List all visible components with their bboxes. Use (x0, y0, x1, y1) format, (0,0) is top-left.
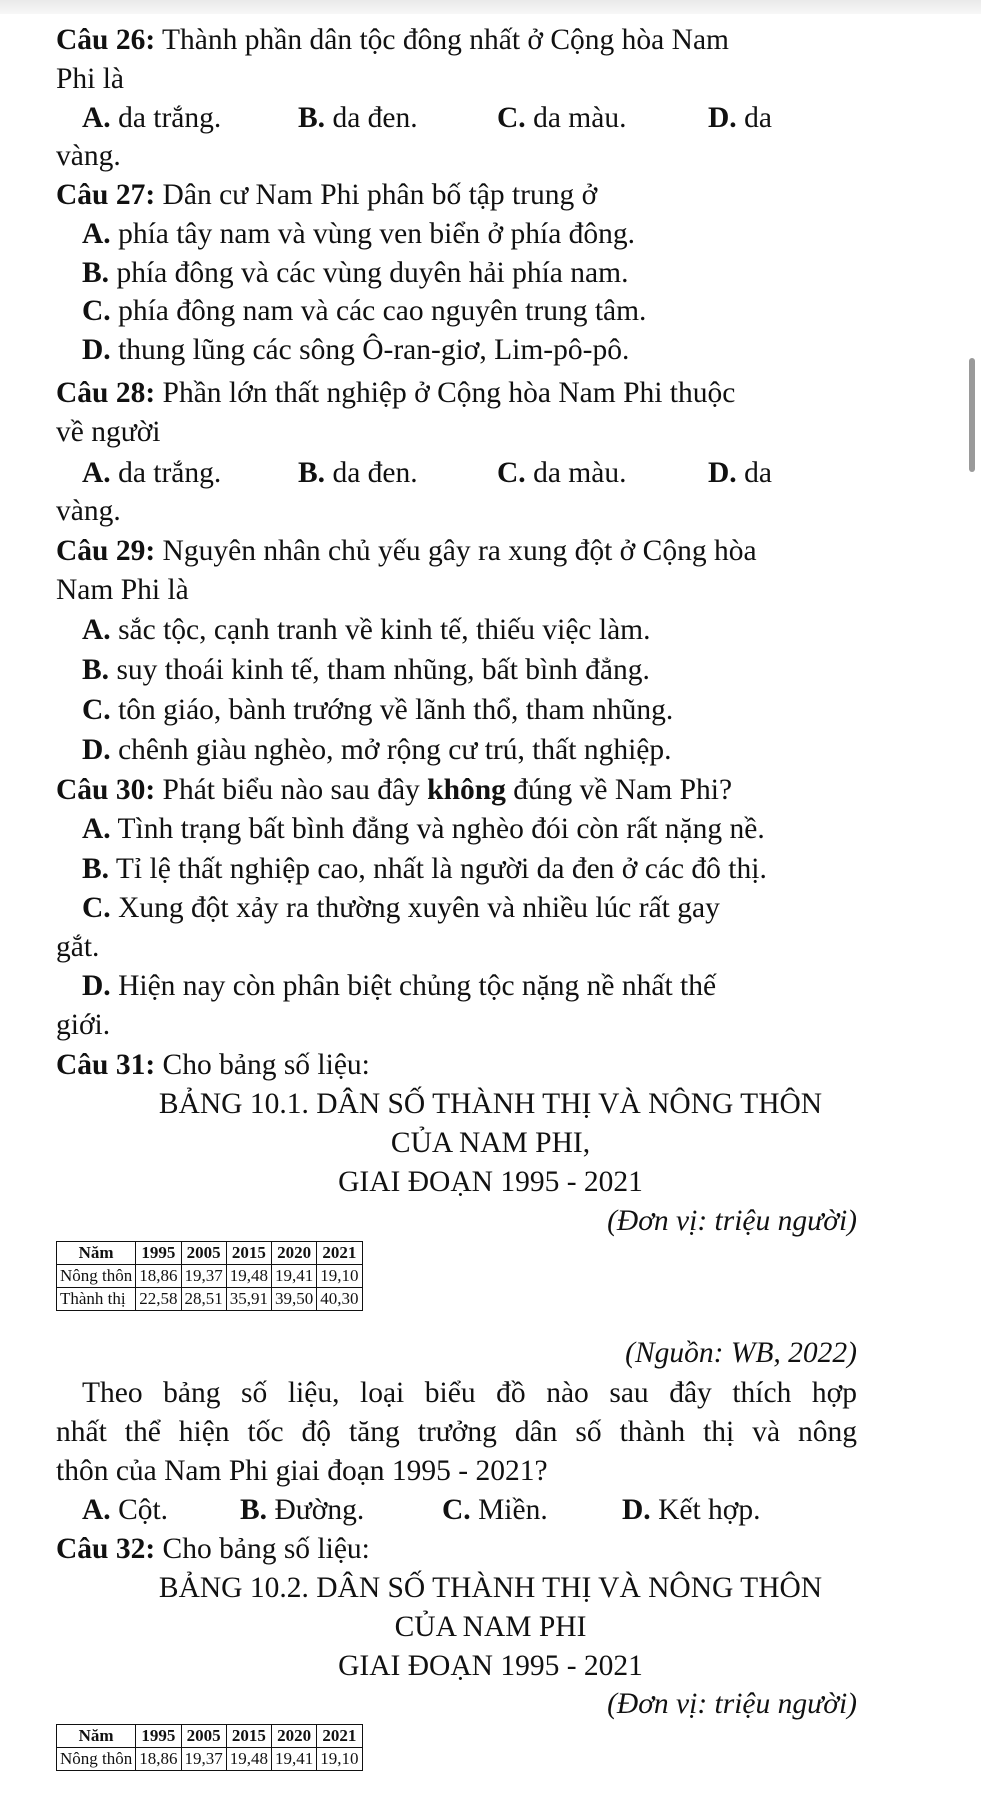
table-cell: 19,10 (317, 1748, 362, 1771)
q27-option-b[interactable]: B. phía đông và các vùng duyên hải phía nam. (82, 257, 629, 289)
q29-stem-cont: Nam Phi là (56, 574, 189, 606)
table-header-cell: Năm (57, 1242, 136, 1265)
q32-table-title-2: CỦA NAM PHI (394, 1611, 587, 1643)
table-header-cell: Năm (57, 1725, 136, 1748)
q26-option-a[interactable]: A. da trắng. (82, 102, 222, 134)
q31-stem: Câu 31: Cho bảng số liệu: (56, 1049, 370, 1081)
q32-stem: Câu 32: Cho bảng số liệu: (56, 1533, 370, 1565)
q31-option-c[interactable]: C. Miền. (442, 1494, 548, 1526)
table-cell: 19,48 (226, 1748, 271, 1771)
table-cell: 19,37 (181, 1748, 226, 1771)
table-header-cell: 1995 (136, 1725, 181, 1748)
q28-option-c[interactable]: C. da màu. (497, 457, 627, 489)
q31-option-d[interactable]: D. Kết hợp. (622, 1494, 761, 1526)
table-cell: 39,50 (272, 1288, 317, 1311)
table-row-label: Nông thôn (57, 1265, 136, 1288)
table-cell: 18,86 (136, 1748, 181, 1771)
q28-option-b[interactable]: B. da đen. (298, 457, 418, 489)
table-header-cell: 2021 (317, 1242, 362, 1265)
q31-question-line-3: thôn của Nam Phi giai đoạn 1995 - 2021? (56, 1455, 548, 1487)
q32-table-title-1: BẢNG 10.2. DÂN SỐ THÀNH THỊ VÀ NÔNG THÔN (158, 1572, 823, 1604)
table-header-cell: 2015 (226, 1725, 271, 1748)
scrollbar-thumb[interactable] (969, 358, 975, 472)
q26-option-d-cont: vàng. (56, 140, 121, 172)
table-header-cell: 2005 (181, 1725, 226, 1748)
q31-unit-note: (Đơn vị: triệu người) (607, 1205, 857, 1237)
table-cell: 22,58 (136, 1288, 181, 1311)
table-row-label: Nông thôn (57, 1748, 136, 1771)
q29-option-a[interactable]: A. sắc tộc, cạnh tranh về kinh tế, thiếu việc làm. (82, 614, 651, 646)
table-cell: 19,48 (226, 1265, 271, 1288)
q26-option-b[interactable]: B. da đen. (298, 102, 418, 134)
table-header-cell: 2021 (317, 1725, 362, 1748)
table-cell: 18,86 (136, 1265, 181, 1288)
q30-option-c[interactable]: C. Xung đột xảy ra thường xuyên và nhiều lúc rất gay (82, 892, 720, 924)
q31-data-table (56, 1241, 363, 1311)
q31-question-line-1: Theo bảng số liệu, loại biểu đồ nào sau đây thích hợp (82, 1377, 857, 1409)
q32-unit-note: (Đơn vị: triệu người) (607, 1688, 857, 1720)
q28-stem-cont: về người (56, 416, 161, 448)
q27-stem: Câu 27: Dân cư Nam Phi phân bố tập trung ở (56, 179, 598, 211)
q31-table-title-1: BẢNG 10.1. DÂN SỐ THÀNH THỊ VÀ NÔNG THÔN (158, 1088, 823, 1120)
q31-table-title-2: CỦA NAM PHI, (390, 1127, 591, 1159)
q29-option-d[interactable]: D. chênh giàu nghèo, mở rộng cư trú, thất nghiệp. (82, 734, 672, 766)
table-row (57, 1748, 363, 1771)
window-top-bar (0, 0, 981, 14)
table-cell: 40,30 (317, 1288, 362, 1311)
table-cell: 35,91 (226, 1288, 271, 1311)
q31-option-a[interactable]: A. Cột. (82, 1494, 169, 1526)
q29-stem: Câu 29: Nguyên nhân chủ yếu gây ra xung đột ở Cộng hòa (56, 535, 757, 567)
table-cell: 19,37 (181, 1265, 226, 1288)
table-row-label: Thành thị (57, 1288, 136, 1311)
q27-option-d[interactable]: D. thung lũng các sông Ô-ran-giơ, Lim-pô-pô. (82, 334, 630, 366)
table-header-cell: 2015 (226, 1242, 271, 1265)
table-header-cell: 2005 (181, 1242, 226, 1265)
q31-table-title-3: GIAI ĐOẠN 1995 - 2021 (338, 1166, 643, 1198)
q27-option-a[interactable]: A. phía tây nam và vùng ven biển ở phía đông. (82, 218, 636, 250)
q26-option-d[interactable]: D. da (708, 102, 772, 134)
q28-option-d-cont: vàng. (56, 495, 121, 527)
q32-table-title-3: GIAI ĐOẠN 1995 - 2021 (338, 1650, 643, 1682)
q31-option-b[interactable]: B. Đường. (240, 1494, 365, 1526)
q28-option-a[interactable]: A. da trắng. (82, 457, 222, 489)
q26-stem: Câu 26: Thành phần dân tộc đông nhất ở Cộng hòa Nam (56, 24, 729, 56)
table-cell: 28,51 (181, 1288, 226, 1311)
q26-stem-cont: Phi là (56, 63, 125, 95)
q28-stem: Câu 28: Phần lớn thất nghiệp ở Cộng hòa Nam Phi thuộc (56, 377, 736, 409)
table-header-cell: 2020 (272, 1725, 317, 1748)
table-header-row (57, 1725, 363, 1748)
q30-option-b[interactable]: B. Tỉ lệ thất nghiệp cao, nhất là người da đen ở các đô thị. (82, 853, 767, 885)
table-row (57, 1288, 363, 1311)
q28-option-d[interactable]: D. da (708, 457, 772, 489)
table-row (57, 1265, 363, 1288)
table-header-row (57, 1242, 363, 1265)
q30-option-d-cont: giới. (56, 1009, 111, 1041)
q26-option-c[interactable]: C. da màu. (497, 102, 627, 134)
q31-source-note: (Nguồn: WB, 2022) (625, 1337, 857, 1369)
q30-option-a[interactable]: A. Tình trạng bất bình đẳng và nghèo đói còn rất nặng nề. (82, 813, 765, 845)
table-cell: 19,10 (317, 1265, 362, 1288)
table-header-cell: 1995 (136, 1242, 181, 1265)
table-header-cell: 2020 (272, 1242, 317, 1265)
q27-option-c[interactable]: C. phía đông nam và các cao nguyên trung tâm. (82, 295, 647, 327)
q32-data-table (56, 1724, 363, 1771)
q30-option-c-cont: gắt. (56, 931, 100, 963)
q31-question-line-2: nhất thể hiện tốc độ tăng trưởng dân số thành thị và nông (56, 1416, 857, 1448)
table-cell: 19,41 (272, 1748, 317, 1771)
q30-stem: Câu 30: Phát biểu nào sau đây không đúng về Nam Phi? (56, 774, 733, 806)
q29-option-b[interactable]: B. suy thoái kinh tế, tham nhũng, bất bình đẳng. (82, 654, 650, 686)
q30-option-d[interactable]: D. Hiện nay còn phân biệt chủng tộc nặng nề nhất thế (82, 970, 717, 1002)
q29-option-c[interactable]: C. tôn giáo, bành trướng về lãnh thổ, tham nhũng. (82, 694, 674, 726)
table-cell: 19,41 (272, 1265, 317, 1288)
